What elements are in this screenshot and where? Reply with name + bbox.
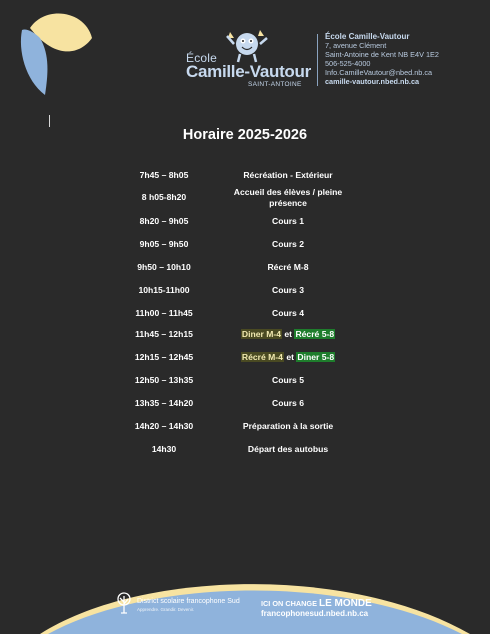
contact-block bbox=[325, 32, 439, 86]
footer-slogan bbox=[261, 598, 372, 609]
contact-website: camille-vautour.nbed.nb.ca bbox=[325, 77, 420, 86]
joiner-text: et bbox=[282, 329, 295, 339]
schedule-time: 9h05 – 9h50 bbox=[139, 239, 189, 249]
schedule-time: 13h35 – 14h20 bbox=[134, 398, 194, 408]
schedule-time: 11h45 – 12h15 bbox=[135, 329, 193, 339]
schedule-time: 12h15 – 12h45 bbox=[134, 352, 194, 362]
logo-ecole-text: École bbox=[186, 51, 218, 65]
contact-address-line2: Saint-Antoine de Kent NB E4V 1E2 bbox=[325, 50, 439, 59]
schedule-activity: Préparation à la sortie bbox=[242, 421, 334, 431]
lunch-highlight: Diner 5-8 bbox=[297, 352, 335, 362]
schedule-time: 8 h05-8h20 bbox=[141, 192, 187, 202]
text-cursor-mark bbox=[49, 115, 50, 127]
schedule-activity: Cours 6 bbox=[272, 398, 304, 408]
contact-address-line1: 7, avenue Clément bbox=[325, 41, 387, 50]
schedule-time: 10h15-11h00 bbox=[138, 285, 190, 295]
schedule-activity: Cours 1 bbox=[272, 216, 304, 226]
header-divider bbox=[317, 34, 318, 86]
school-mascot-logo bbox=[222, 26, 272, 64]
recess-highlight: Récré M-4 bbox=[241, 352, 283, 362]
recess-highlight: Récré 5-8 bbox=[295, 329, 335, 339]
schedule-time: 12h50 – 13h35 bbox=[134, 375, 194, 385]
schedule-activity bbox=[223, 329, 353, 340]
contact-email: Info.CamilleVautour@nbed.nb.ca bbox=[325, 68, 433, 77]
logo-school-name: Camille-Vautour bbox=[186, 62, 311, 81]
footer-wave bbox=[0, 560, 490, 634]
schedule-activity bbox=[223, 352, 353, 363]
tree-icon bbox=[114, 592, 134, 614]
schedule-activity: Cours 3 bbox=[272, 285, 304, 295]
schedule-time: 14h20 – 14h30 bbox=[134, 421, 194, 431]
schedule-time: 9h50 – 10h10 bbox=[137, 262, 191, 272]
lunch-highlight: Diner M-4 bbox=[241, 329, 282, 339]
schedule-activity: Récré M-8 bbox=[267, 262, 309, 272]
schedule-activity: Cours 2 bbox=[272, 239, 304, 249]
footer-website[interactable]: francophonesud.nbed.nb.ca bbox=[261, 609, 369, 618]
page-title: Horaire 2025-2026 bbox=[182, 127, 308, 143]
schedule-activity: Départ des autobus bbox=[247, 444, 329, 454]
logo-location: SAINT-ANTOINE bbox=[248, 81, 302, 88]
footer-district-name: District scolaire francophone Sud bbox=[137, 598, 240, 605]
schedule-activity: Accueil des élèves / pleine présence bbox=[233, 187, 343, 208]
slogan-emphasis: LE MONDE bbox=[318, 598, 372, 609]
decorative-corner-shape bbox=[0, 0, 110, 110]
contact-phone: 506-525-4000 bbox=[325, 59, 371, 68]
schedule-activity: Récréation - Extérieur bbox=[243, 170, 333, 180]
slogan-prefix: ICI ON CHANGE bbox=[261, 599, 319, 608]
schedule-time: 14h30 bbox=[151, 444, 177, 454]
schedule-time: 11h00 – 11h45 bbox=[135, 308, 193, 318]
contact-title: École Camille-Vautour bbox=[325, 32, 410, 41]
schedule-time: 7h45 – 8h05 bbox=[139, 170, 189, 180]
schedule-activity: Cours 4 bbox=[272, 308, 304, 318]
joiner-text: et bbox=[283, 352, 297, 362]
schedule-time: 8h20 – 9h05 bbox=[139, 216, 189, 226]
schedule-activity: Cours 5 bbox=[272, 375, 304, 385]
footer-tagline: Apprendre. Grandir. Devenir. bbox=[137, 607, 195, 612]
